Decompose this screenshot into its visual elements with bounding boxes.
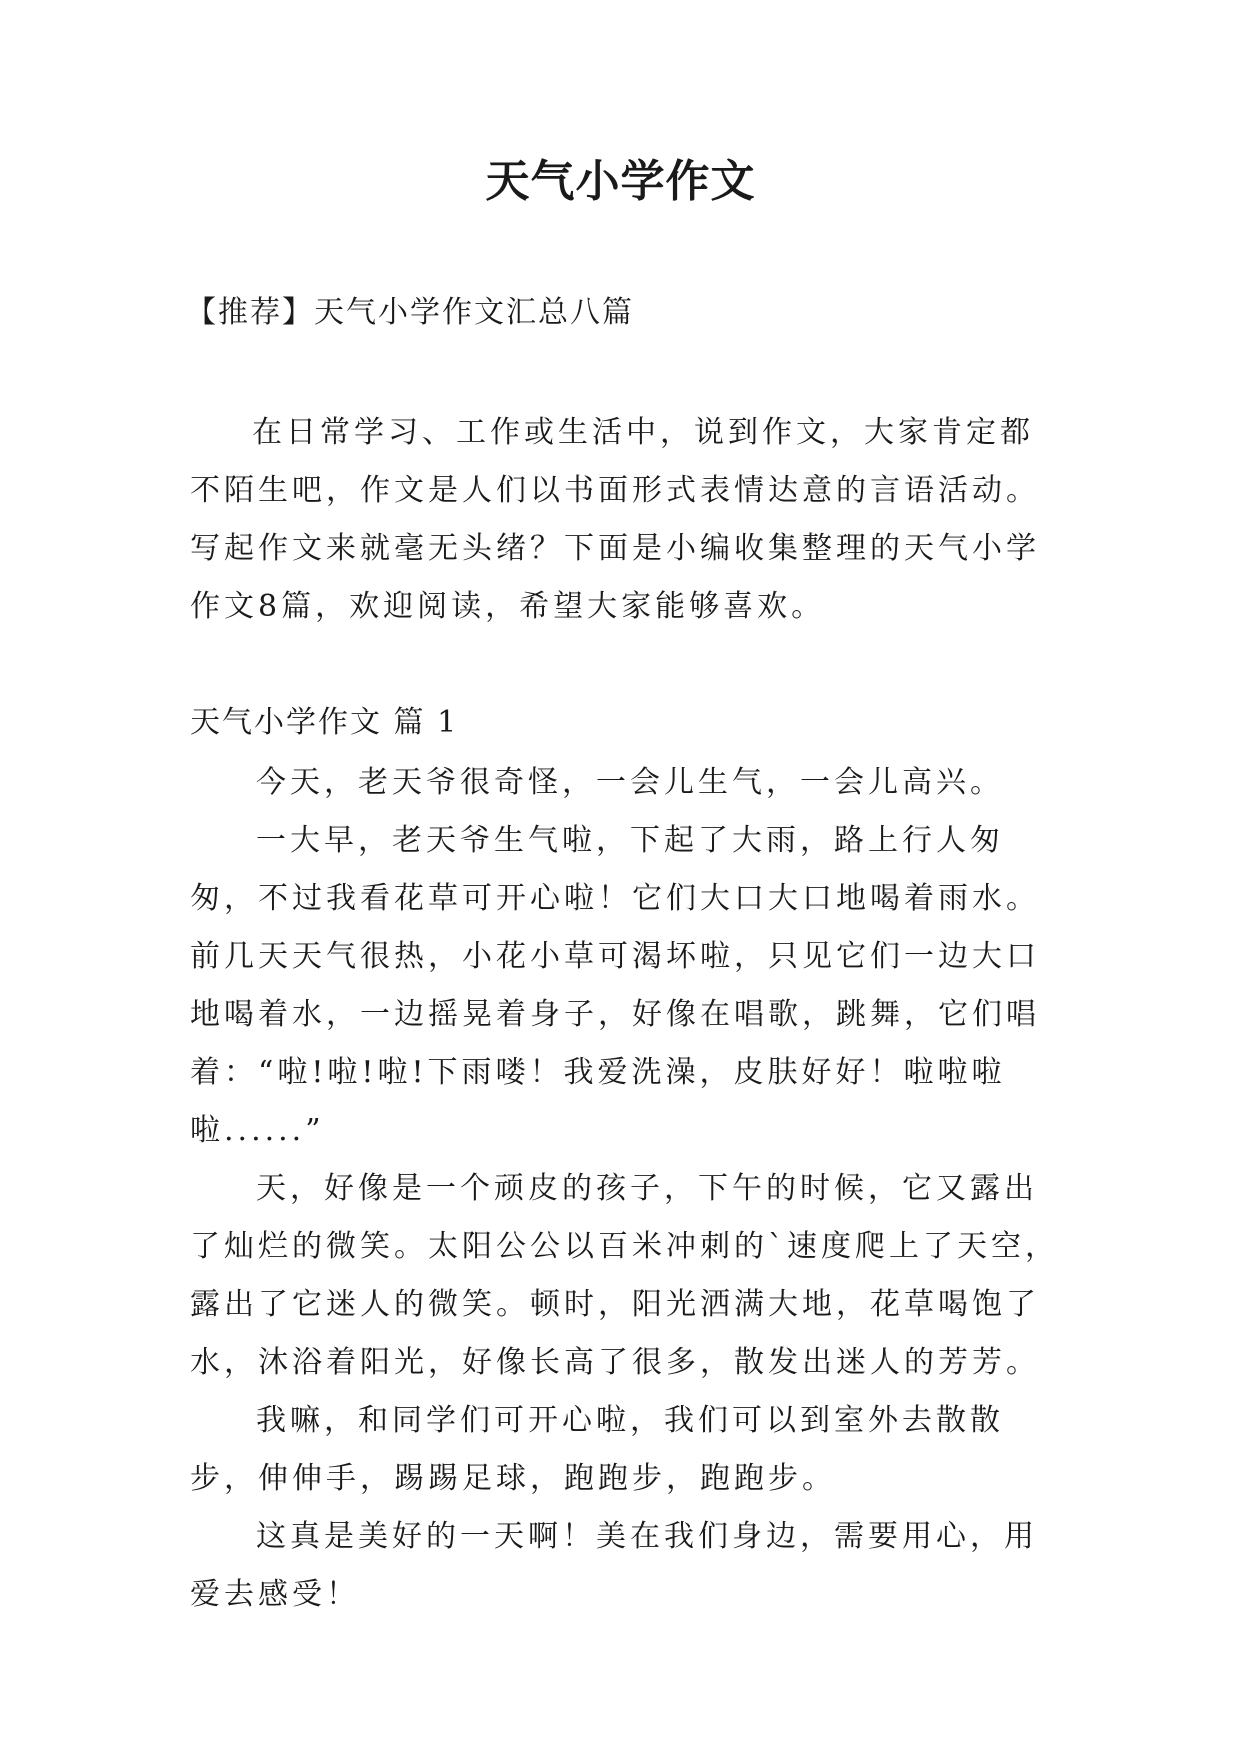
section-heading: 天气小学作文 篇 1 <box>190 705 459 740</box>
article-paragraph-2: 一大早，老天爷生气啦，下起了大雨，路上行人匆匆，不过我看花草可开心啦！它们大口大口地喝着雨水。前几天天气很热，小花小草可渴坏啦，只见它们一边大口地喝着水，一边摇晃着身子，好像在唱歌，跳舞，它们唱着：“啦!啦!啦!下雨喽！我爱洗澡，皮肤好好！啦啦啦啦......” <box>190 823 1040 1148</box>
article-paragraph-5: 这真是美好的一天啊！美在我们身边，需要用心，用爱去感受！ <box>190 1519 1038 1612</box>
document-title: 天气小学作文 <box>485 156 756 207</box>
article-paragraph-1: 今天，老天爷很奇怪，一会儿生气，一会儿高兴。 <box>256 765 1004 800</box>
article-paragraph-3: 天，好像是一个顽皮的孩子，下午的时候，它又露出了灿烂的微笑。太阳公公以百米冲刺的`速度爬上了天空，露出了它迷人的微笑。顿时，阳光洒满大地，花草喝饱了水，沐浴着阳光，好像长高了很多，散发出迷人的芳芳。 <box>190 1171 1059 1380</box>
article-paragraph-4: 我嘛，和同学们可开心啦，我们可以到室外去散散步，伸伸手，踢踢足球，跑跑步，跑跑步。 <box>190 1403 1004 1496</box>
article-body <box>190 754 1062 1624</box>
intro-paragraph: 在日常学习、工作或生活中，说到作文，大家肯定都不陌生吧，作文是人们以书面形式表情达意的言语活动。写起作文来就毫无头绪？下面是小编收集整理的天气小学作文8篇，欢迎阅读，希望大家能够喜欢。 <box>190 415 1040 624</box>
document-subtitle: 【推荐】天气小学作文汇总八篇 <box>186 295 634 330</box>
